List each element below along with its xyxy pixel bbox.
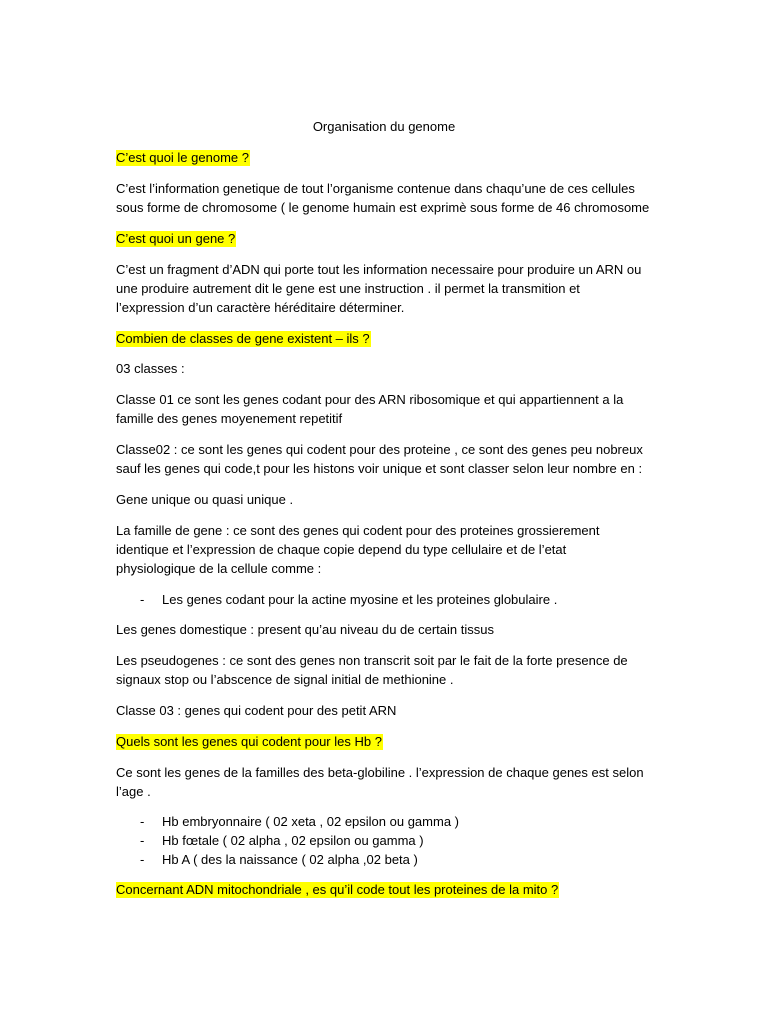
question-gene — [116, 229, 656, 248]
answer-hb — [116, 763, 656, 801]
pseudogenes — [116, 651, 656, 689]
text-line: Classe 03 : genes qui codent pour des petit ARN — [116, 703, 397, 718]
list-item-text: Les genes codant pour la actine myosine et les proteines globulaire . — [162, 592, 558, 607]
dash-bullet: - — [140, 814, 145, 829]
dash-bullet: - — [140, 852, 145, 867]
answer-gene — [116, 260, 656, 317]
text-line: sauf les genes qui code,t pour les histons voir unique et sont classer selon leur nombre en : — [116, 461, 643, 476]
list-item — [116, 831, 656, 850]
list-item-text: Hb embryonnaire ( 02 xeta , 02 epsilon ou gamma ) — [162, 814, 459, 829]
highlighted-question: C’est quoi un gene ? — [116, 231, 236, 246]
list-item — [116, 590, 656, 609]
text-line: Classe 01 ce sont les genes codant pour des ARN ribosomique et qui appartiennent a la — [116, 392, 624, 407]
question-mitochondrie — [116, 880, 656, 899]
list-item-text: Hb fœtale ( 02 alpha , 02 epsilon ou gamma ) — [162, 833, 424, 848]
page-title: Organisation du genome — [312, 119, 456, 134]
text-line: Les genes domestique : present qu’au niveau du de certain tissus — [116, 622, 494, 637]
classe-02 — [116, 440, 656, 478]
hb-bullet-list — [116, 812, 656, 869]
famille-bullet-list — [116, 590, 656, 609]
gene-unique — [116, 490, 656, 509]
text-line: Ce sont les genes de la familles des beta-globiline . l’expression de chaque genes est selon — [116, 765, 644, 780]
text-line: Les pseudogenes : ce sont des genes non transcrit soit par le fait de la forte presence de — [116, 653, 628, 668]
highlighted-question: C’est quoi le genome ? — [116, 150, 249, 165]
text-line: sous forme de chromosome ( le genome humain est exprimè sous forme de 46 chromosome — [116, 200, 650, 215]
highlighted-question: Concernant ADN mitochondriale , es qu’il code tout les proteines de la mito ? — [116, 882, 559, 897]
text-line: identique et l’expression de chaque copie depend du type cellulaire et de l’etat — [116, 542, 567, 557]
list-item — [116, 850, 656, 869]
text-line: Gene unique ou quasi unique . — [116, 492, 294, 507]
classes-count — [116, 359, 656, 378]
answer-genome — [116, 179, 656, 217]
text-line: Classe02 : ce sont les genes qui codent pour des proteine , ce sont des genes peu nobreux — [116, 442, 643, 457]
text-line: famille des genes moyenement repetitif — [116, 411, 343, 426]
dash-bullet: - — [140, 592, 145, 607]
dash-bullet: - — [140, 833, 145, 848]
classe-01 — [116, 390, 656, 428]
text-line: une produire autrement dit le gene est une instruction . il permet la transmition et — [116, 281, 580, 296]
text-line: l’age . — [116, 784, 151, 799]
text-line: La famille de gene : ce sont des genes qui codent pour des proteines grossierement — [116, 523, 600, 538]
text-line: physiologique de la cellule comme : — [116, 561, 322, 576]
highlighted-question: Combien de classes de gene existent – ils ? — [116, 331, 370, 346]
text-line: 03 classes : — [116, 361, 185, 376]
question-hb — [116, 732, 656, 751]
famille-de-gene — [116, 521, 656, 578]
genes-domestique — [116, 620, 656, 639]
text-line: l’expression d’un caractère héréditaire déterminer. — [116, 300, 405, 315]
list-item-text: Hb A ( des la naissance ( 02 alpha ,02 beta ) — [162, 852, 418, 867]
classe-03 — [116, 701, 656, 720]
question-classes — [116, 329, 656, 348]
list-item — [116, 812, 656, 831]
text-line: C’est un fragment d’ADN qui porte tout les information necessaire pour produire un ARN ou — [116, 262, 642, 277]
question-genome — [116, 148, 656, 167]
highlighted-question: Quels sont les genes qui codent pour les Hb ? — [116, 734, 382, 749]
text-line: signaux stop ou l’abscence de signal initial de methionine . — [116, 672, 454, 687]
text-line: C’est l’information genetique de tout l’organisme contenue dans chaqu’une de ces cellules — [116, 181, 635, 196]
